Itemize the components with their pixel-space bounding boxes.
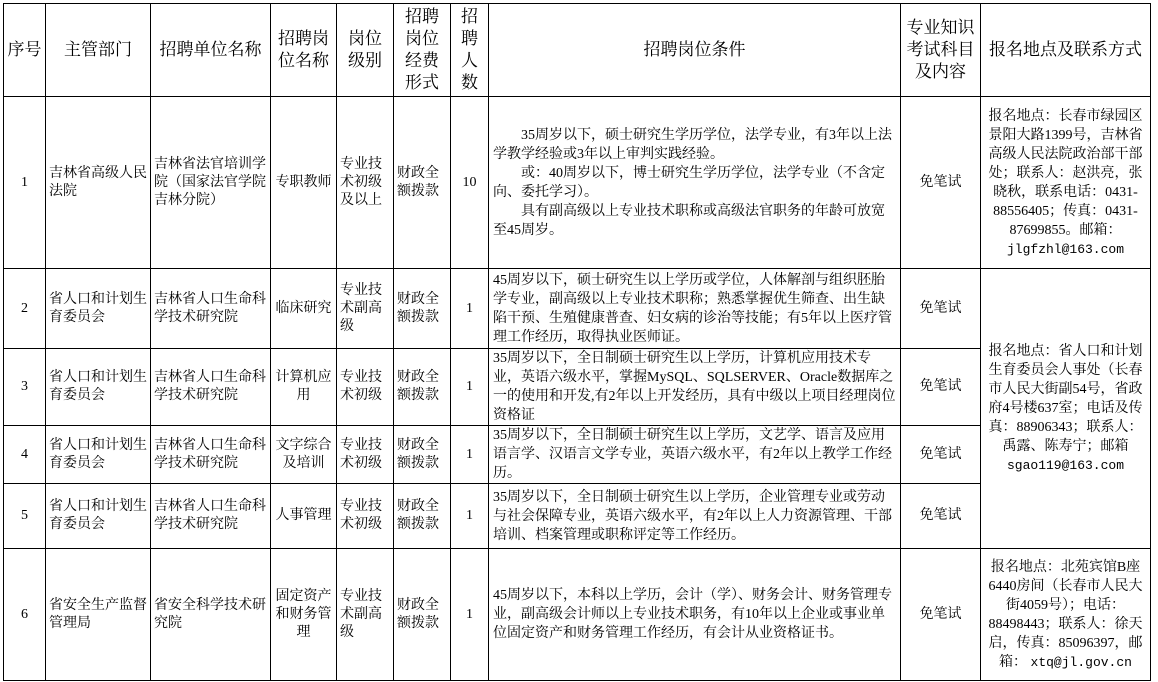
cell-exam: 免笔试 <box>901 426 981 484</box>
cell-level: 专业技术副高级 <box>337 269 394 349</box>
cell-level: 专业技术初级及以上 <box>337 97 394 269</box>
cell-post: 临床研究 <box>271 269 337 349</box>
header-post: 招聘岗位名称 <box>271 4 337 97</box>
cell-exam: 免笔试 <box>901 269 981 349</box>
table-row <box>4 549 1151 681</box>
contact-text: 报名地点：北苑宾馆B座6440房间（长春市人民大街4059号）；电话：88498443；联系人：徐天启，传真：85096397，邮箱： <box>988 559 1143 670</box>
condition-paragraph: 35周岁以下，硕士研究生学历学位，法学专业，有3年以上法学教学经验或3年以上审判实践经验。 <box>493 127 892 162</box>
cell-funding: 财政全额拨款 <box>394 426 451 484</box>
cell-funding: 财政全额拨款 <box>394 269 451 349</box>
table-row <box>4 349 1151 426</box>
contact-text: 报名地点：长春市绿园区景阳大路1399号，吉林省高级人民法院政治部干部处；联系人：赵洪亮，张晓秋，联系电话：0431-88556405；传真：0431-87699855。邮箱： <box>988 108 1143 238</box>
cell-contact <box>981 97 1151 269</box>
cell-dept: 吉林省高级人民法院 <box>46 97 151 269</box>
header-seq: 序号 <box>4 4 46 97</box>
cell-count: 1 <box>451 349 489 426</box>
contact-text: 报名地点：省人口和计划生育委员会人事处（长春市人民大街副54号，省政府4号楼637室；电话及传真：88906343；联系人：禹露、陈寿宁；邮箱 <box>988 344 1143 454</box>
table-row <box>4 269 1151 349</box>
cell-exam: 免笔试 <box>901 349 981 426</box>
cell-conditions: 45周岁以下，本科以上学历，会计（学）、财务会计、财务管理专业，副高级会计师以上专业技术职务，有10年以上企业或事业单位固定资产和财务管理工作经历，有会计从业资格证书。 <box>489 549 901 681</box>
cell-post: 固定资产和财务管理 <box>271 549 337 681</box>
contact-email: jlgfzhl@163.com <box>1006 241 1125 257</box>
cell-seq: 6 <box>4 549 46 681</box>
cell-unit: 吉林省人口生命科学技术研究院 <box>151 484 271 549</box>
table-row <box>4 426 1151 484</box>
cell-dept: 省人口和计划生育委员会 <box>46 269 151 349</box>
cell-funding: 财政全额拨款 <box>394 97 451 269</box>
header-level: 岗位级别 <box>337 4 394 97</box>
cell-conditions: 45周岁以下，硕士研究生以上学历或学位，人体解剖与组织胚胎学专业，副高级以上专业技术职称；熟悉掌握优生筛查、出生缺陷干预、生殖健康普查、妇女病的诊治等技能；有5年以上医疗管理工作经历，取得执业医师证。 <box>489 269 901 349</box>
cell-funding: 财政全额拨款 <box>394 549 451 681</box>
cell-dept: 省人口和计划生育委员会 <box>46 484 151 549</box>
cell-exam: 免笔试 <box>901 549 981 681</box>
header-unit: 招聘单位名称 <box>151 4 271 97</box>
cell-post: 文字综合及培训 <box>271 426 337 484</box>
cell-dept: 省安全生产监督管理局 <box>46 549 151 681</box>
cell-seq: 5 <box>4 484 46 549</box>
cell-contact-shared <box>981 269 1151 549</box>
header-contact: 报名地点及联系方式 <box>981 4 1151 97</box>
header-dept: 主管部门 <box>46 4 151 97</box>
cell-count: 1 <box>451 426 489 484</box>
cell-dept: 省人口和计划生育委员会 <box>46 349 151 426</box>
cell-post: 计算机应用 <box>271 349 337 426</box>
cell-conditions: 35周岁以下，全日制硕士研究生以上学历，企业管理专业或劳动与社会保障专业，英语六级水平，有2年以上人力资源管理、干部培训、档案管理或职称评定等工作经历。 <box>489 484 901 549</box>
cell-post: 人事管理 <box>271 484 337 549</box>
contact-email: sgao119@163.com <box>1006 458 1125 473</box>
header-count: 招聘人数 <box>451 4 489 97</box>
cell-count: 1 <box>451 484 489 549</box>
cell-conditions: 35周岁以下，全日制硕士研究生以上学历，计算机应用技术专业，英语六级水平，掌握MySQL、SQLSERVER、Oracle数据库之一的使用和开发,有2年以上开发经历，具有中级以上项目经理岗位资格证 <box>489 349 901 426</box>
cell-unit: 吉林省人口生命科学技术研究院 <box>151 349 271 426</box>
condition-paragraph: 或：40周岁以下，博士研究生学历学位，法学专业（不含定向、委托学习）。 <box>493 165 885 200</box>
header-conditions: 招聘岗位条件 <box>489 4 901 97</box>
contact-email: xtq@jl.gov.cn <box>1030 654 1132 670</box>
condition-paragraph: 具有副高级以上专业技术职称或高级法官职务的年龄可放宽至45周岁。 <box>493 203 885 238</box>
table-row <box>4 484 1151 549</box>
cell-level: 专业技术初级 <box>337 426 394 484</box>
cell-level: 专业技术副高级 <box>337 549 394 681</box>
cell-dept: 省人口和计划生育委员会 <box>46 426 151 484</box>
cell-seq: 2 <box>4 269 46 349</box>
header-row <box>4 4 1151 97</box>
header-exam: 专业知识考试科目及内容 <box>901 4 981 97</box>
cell-funding: 财政全额拨款 <box>394 349 451 426</box>
cell-conditions <box>489 97 901 269</box>
cell-count: 1 <box>451 549 489 681</box>
cell-unit: 吉林省法官培训学院（国家法官学院吉林分院） <box>151 97 271 269</box>
cell-count: 10 <box>451 97 489 269</box>
cell-exam: 免笔试 <box>901 484 981 549</box>
cell-level: 专业技术初级 <box>337 484 394 549</box>
cell-contact <box>981 549 1151 681</box>
cell-funding: 财政全额拨款 <box>394 484 451 549</box>
cell-unit: 吉林省人口生命科学技术研究院 <box>151 426 271 484</box>
cell-unit: 省安全科学技术研究院 <box>151 549 271 681</box>
cell-count: 1 <box>451 269 489 349</box>
recruitment-table <box>3 3 1151 681</box>
cell-conditions: 35周岁以下，全日制硕士研究生以上学历，文艺学、语言及应用语言学、汉语言文学专业，英语六级水平，有2年以上教学工作经历。 <box>489 426 901 484</box>
cell-exam: 免笔试 <box>901 97 981 269</box>
cell-unit: 吉林省人口生命科学技术研究院 <box>151 269 271 349</box>
table-row <box>4 97 1151 269</box>
header-funding: 招聘岗位经费形式 <box>394 4 451 97</box>
cell-post: 专职教师 <box>271 97 337 269</box>
cell-seq: 4 <box>4 426 46 484</box>
cell-seq: 1 <box>4 97 46 269</box>
cell-seq: 3 <box>4 349 46 426</box>
cell-level: 专业技术初级 <box>337 349 394 426</box>
